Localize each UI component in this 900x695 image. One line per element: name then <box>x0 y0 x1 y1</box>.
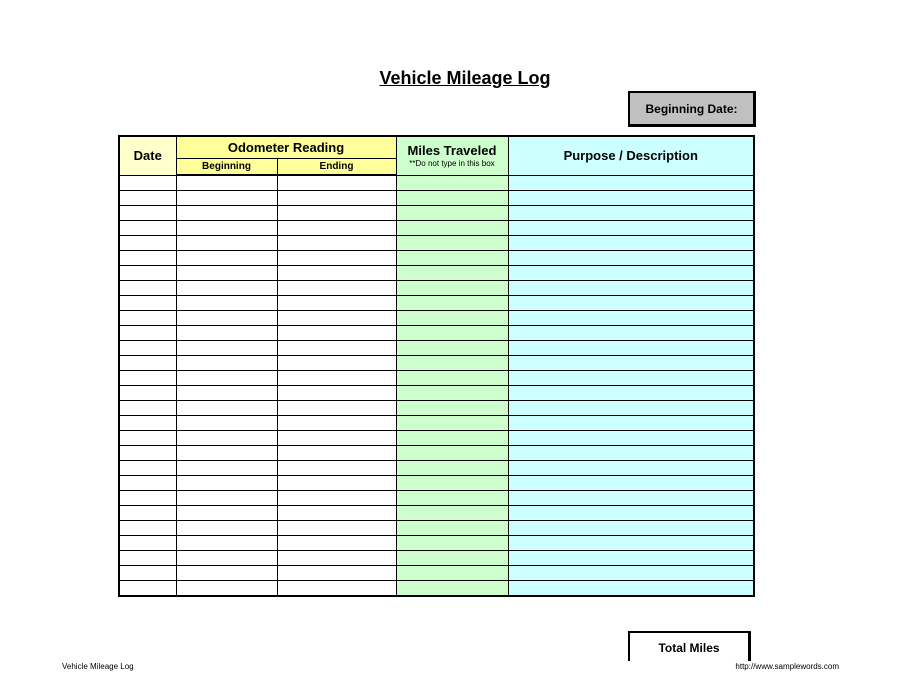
table-row <box>119 251 754 266</box>
miles-traveled-cell <box>396 371 508 386</box>
table-row <box>119 311 754 326</box>
purpose-cell[interactable] <box>508 506 754 521</box>
odometer-ending-cell[interactable] <box>277 566 396 581</box>
odometer-ending-cell[interactable] <box>277 386 396 401</box>
odometer-beginning-cell[interactable] <box>176 416 277 431</box>
table-row <box>119 431 754 446</box>
table-row <box>119 296 754 311</box>
purpose-cell[interactable] <box>508 536 754 551</box>
odometer-ending-cell[interactable] <box>277 311 396 326</box>
miles-traveled-cell <box>396 251 508 266</box>
purpose-cell[interactable] <box>508 175 754 191</box>
mileage-log-table <box>118 135 755 597</box>
date-cell[interactable] <box>119 521 176 536</box>
miles-traveled-cell <box>396 401 508 416</box>
date-cell[interactable] <box>119 461 176 476</box>
page-title: Vehicle Mileage Log <box>379 68 551 88</box>
odometer-beginning-cell[interactable] <box>176 521 277 536</box>
beginning-date-field[interactable] <box>628 91 756 127</box>
purpose-description-header: Purpose / Description <box>508 136 754 175</box>
date-cell[interactable] <box>119 446 176 461</box>
table-row <box>119 221 754 236</box>
date-cell[interactable] <box>119 296 176 311</box>
table-row <box>119 175 754 191</box>
odometer-ending-cell[interactable] <box>277 206 396 221</box>
odometer-ending-cell[interactable] <box>277 221 396 236</box>
miles-traveled-cell <box>396 386 508 401</box>
odometer-ending-cell[interactable] <box>277 416 396 431</box>
table-row <box>119 401 754 416</box>
date-cell[interactable] <box>119 581 176 597</box>
odometer-beginning-cell[interactable] <box>176 536 277 551</box>
miles-traveled-cell <box>396 446 508 461</box>
miles-traveled-cell <box>396 311 508 326</box>
odometer-ending-cell[interactable] <box>277 266 396 281</box>
date-cell[interactable] <box>119 236 176 251</box>
miles-traveled-cell <box>396 431 508 446</box>
purpose-cell[interactable] <box>508 416 754 431</box>
odometer-ending-cell[interactable] <box>277 536 396 551</box>
purpose-cell[interactable] <box>508 341 754 356</box>
odometer-beginning-cell[interactable] <box>176 221 277 236</box>
table-row <box>119 356 754 371</box>
purpose-cell[interactable] <box>508 491 754 506</box>
odometer-beginning-cell[interactable] <box>176 175 277 191</box>
odometer-beginning-cell[interactable] <box>176 566 277 581</box>
odometer-reading-header: Odometer Reading <box>176 136 396 159</box>
table-row <box>119 521 754 536</box>
odometer-ending-cell[interactable] <box>277 431 396 446</box>
odometer-ending-cell[interactable] <box>277 401 396 416</box>
date-cell[interactable] <box>119 356 176 371</box>
odometer-ending-cell[interactable] <box>277 191 396 206</box>
beginning-date-label: Beginning Date: <box>645 101 738 116</box>
date-cell[interactable] <box>119 326 176 341</box>
purpose-cell[interactable] <box>508 281 754 296</box>
odometer-beginning-cell[interactable] <box>176 506 277 521</box>
odometer-beginning-cell[interactable] <box>176 191 277 206</box>
odometer-beginning-cell[interactable] <box>176 401 277 416</box>
table-row <box>119 551 754 566</box>
odometer-beginning-cell[interactable] <box>176 371 277 386</box>
miles-traveled-cell <box>396 536 508 551</box>
purpose-cell[interactable] <box>508 446 754 461</box>
odometer-beginning-cell[interactable] <box>176 491 277 506</box>
purpose-cell[interactable] <box>508 581 754 597</box>
miles-traveled-cell <box>396 326 508 341</box>
odometer-ending-cell[interactable] <box>277 251 396 266</box>
date-cell[interactable] <box>119 175 176 191</box>
total-miles-label: Total Miles <box>658 641 720 655</box>
table-row <box>119 386 754 401</box>
miles-traveled-cell <box>396 581 508 597</box>
date-cell[interactable] <box>119 191 176 206</box>
table-row <box>119 326 754 341</box>
miles-traveled-cell <box>396 356 508 371</box>
date-cell[interactable] <box>119 566 176 581</box>
purpose-cell[interactable] <box>508 476 754 491</box>
odometer-ending-cell[interactable] <box>277 296 396 311</box>
footer-url: http://www.samplewords.com <box>735 662 839 671</box>
miles-traveled-cell <box>396 521 508 536</box>
purpose-cell[interactable] <box>508 251 754 266</box>
odometer-beginning-cell[interactable] <box>176 386 277 401</box>
table-row <box>119 566 754 581</box>
miles-traveled-cell <box>396 506 508 521</box>
date-cell[interactable] <box>119 491 176 506</box>
odometer-beginning-cell[interactable] <box>176 581 277 597</box>
purpose-cell[interactable] <box>508 326 754 341</box>
odometer-beginning-cell[interactable] <box>176 296 277 311</box>
odometer-beginning-cell[interactable] <box>176 551 277 566</box>
table-row <box>119 371 754 386</box>
miles-traveled-cell <box>396 175 508 191</box>
date-cell[interactable] <box>119 341 176 356</box>
table-row <box>119 476 754 491</box>
purpose-cell[interactable] <box>508 221 754 236</box>
purpose-cell[interactable] <box>508 266 754 281</box>
table-row <box>119 416 754 431</box>
miles-traveled-cell <box>396 461 508 476</box>
miles-traveled-cell <box>396 221 508 236</box>
purpose-cell[interactable] <box>508 371 754 386</box>
ending-header: Ending <box>277 159 396 176</box>
date-cell[interactable] <box>119 476 176 491</box>
odometer-beginning-cell[interactable] <box>176 326 277 341</box>
odometer-beginning-cell[interactable] <box>176 461 277 476</box>
footer-document-title: Vehicle Mileage Log <box>62 662 134 671</box>
purpose-cell[interactable] <box>508 461 754 476</box>
log-rows <box>119 175 754 596</box>
table-row <box>119 446 754 461</box>
miles-traveled-cell <box>396 551 508 566</box>
odometer-beginning-cell[interactable] <box>176 236 277 251</box>
table-row <box>119 491 754 506</box>
miles-traveled-cell <box>396 296 508 311</box>
miles-traveled-cell <box>396 266 508 281</box>
table-row <box>119 581 754 597</box>
odometer-ending-cell[interactable] <box>277 236 396 251</box>
date-cell[interactable] <box>119 551 176 566</box>
table-row <box>119 191 754 206</box>
date-cell[interactable] <box>119 281 176 296</box>
odometer-ending-cell[interactable] <box>277 356 396 371</box>
purpose-cell[interactable] <box>508 431 754 446</box>
purpose-cell[interactable] <box>508 386 754 401</box>
odometer-ending-cell[interactable] <box>277 521 396 536</box>
miles-traveled-cell <box>396 566 508 581</box>
miles-traveled-cell <box>396 341 508 356</box>
date-cell[interactable] <box>119 386 176 401</box>
miles-traveled-cell <box>396 236 508 251</box>
table-row <box>119 281 754 296</box>
date-cell[interactable] <box>119 401 176 416</box>
odometer-beginning-cell[interactable] <box>176 281 277 296</box>
odometer-beginning-cell[interactable] <box>176 431 277 446</box>
date-cell[interactable] <box>119 506 176 521</box>
odometer-ending-cell[interactable] <box>277 371 396 386</box>
odometer-ending-cell[interactable] <box>277 491 396 506</box>
total-miles-box <box>628 631 751 661</box>
odometer-beginning-cell[interactable] <box>176 206 277 221</box>
purpose-cell[interactable] <box>508 401 754 416</box>
miles-traveled-title: Miles Traveled <box>407 143 497 158</box>
purpose-cell[interactable] <box>508 356 754 371</box>
date-cell[interactable] <box>119 431 176 446</box>
date-cell[interactable] <box>119 251 176 266</box>
table-row <box>119 341 754 356</box>
odometer-ending-cell[interactable] <box>277 341 396 356</box>
miles-traveled-note: **Do not type in this box <box>409 159 495 168</box>
odometer-ending-cell[interactable] <box>277 581 396 597</box>
date-cell[interactable] <box>119 206 176 221</box>
date-cell[interactable] <box>119 371 176 386</box>
odometer-ending-cell[interactable] <box>277 476 396 491</box>
purpose-cell[interactable] <box>508 206 754 221</box>
date-cell[interactable] <box>119 221 176 236</box>
odometer-ending-cell[interactable] <box>277 461 396 476</box>
purpose-cell[interactable] <box>508 296 754 311</box>
odometer-beginning-cell[interactable] <box>176 446 277 461</box>
odometer-ending-cell[interactable] <box>277 326 396 341</box>
purpose-cell[interactable] <box>508 191 754 206</box>
purpose-cell[interactable] <box>508 311 754 326</box>
date-cell[interactable] <box>119 416 176 431</box>
date-cell[interactable] <box>119 311 176 326</box>
purpose-cell[interactable] <box>508 236 754 251</box>
odometer-ending-cell[interactable] <box>277 446 396 461</box>
miles-traveled-cell <box>396 476 508 491</box>
date-cell[interactable] <box>119 536 176 551</box>
table-row <box>119 206 754 221</box>
odometer-beginning-cell[interactable] <box>176 311 277 326</box>
date-header: Date <box>119 136 176 175</box>
odometer-beginning-cell[interactable] <box>176 266 277 281</box>
odometer-ending-cell[interactable] <box>277 281 396 296</box>
miles-traveled-cell <box>396 281 508 296</box>
odometer-ending-cell[interactable] <box>277 175 396 191</box>
miles-traveled-header <box>396 136 508 175</box>
miles-traveled-cell <box>396 191 508 206</box>
odometer-beginning-cell[interactable] <box>176 251 277 266</box>
table-row <box>119 236 754 251</box>
table-row <box>119 461 754 476</box>
purpose-cell[interactable] <box>508 551 754 566</box>
purpose-cell[interactable] <box>508 521 754 536</box>
table-row <box>119 266 754 281</box>
miles-traveled-cell <box>396 206 508 221</box>
odometer-beginning-cell[interactable] <box>176 356 277 371</box>
odometer-beginning-cell[interactable] <box>176 476 277 491</box>
beginning-header: Beginning <box>176 159 277 176</box>
purpose-cell[interactable] <box>508 566 754 581</box>
odometer-ending-cell[interactable] <box>277 551 396 566</box>
odometer-beginning-cell[interactable] <box>176 341 277 356</box>
miles-traveled-cell <box>396 416 508 431</box>
date-cell[interactable] <box>119 266 176 281</box>
miles-traveled-cell <box>396 491 508 506</box>
table-row <box>119 536 754 551</box>
odometer-ending-cell[interactable] <box>277 506 396 521</box>
table-row <box>119 506 754 521</box>
